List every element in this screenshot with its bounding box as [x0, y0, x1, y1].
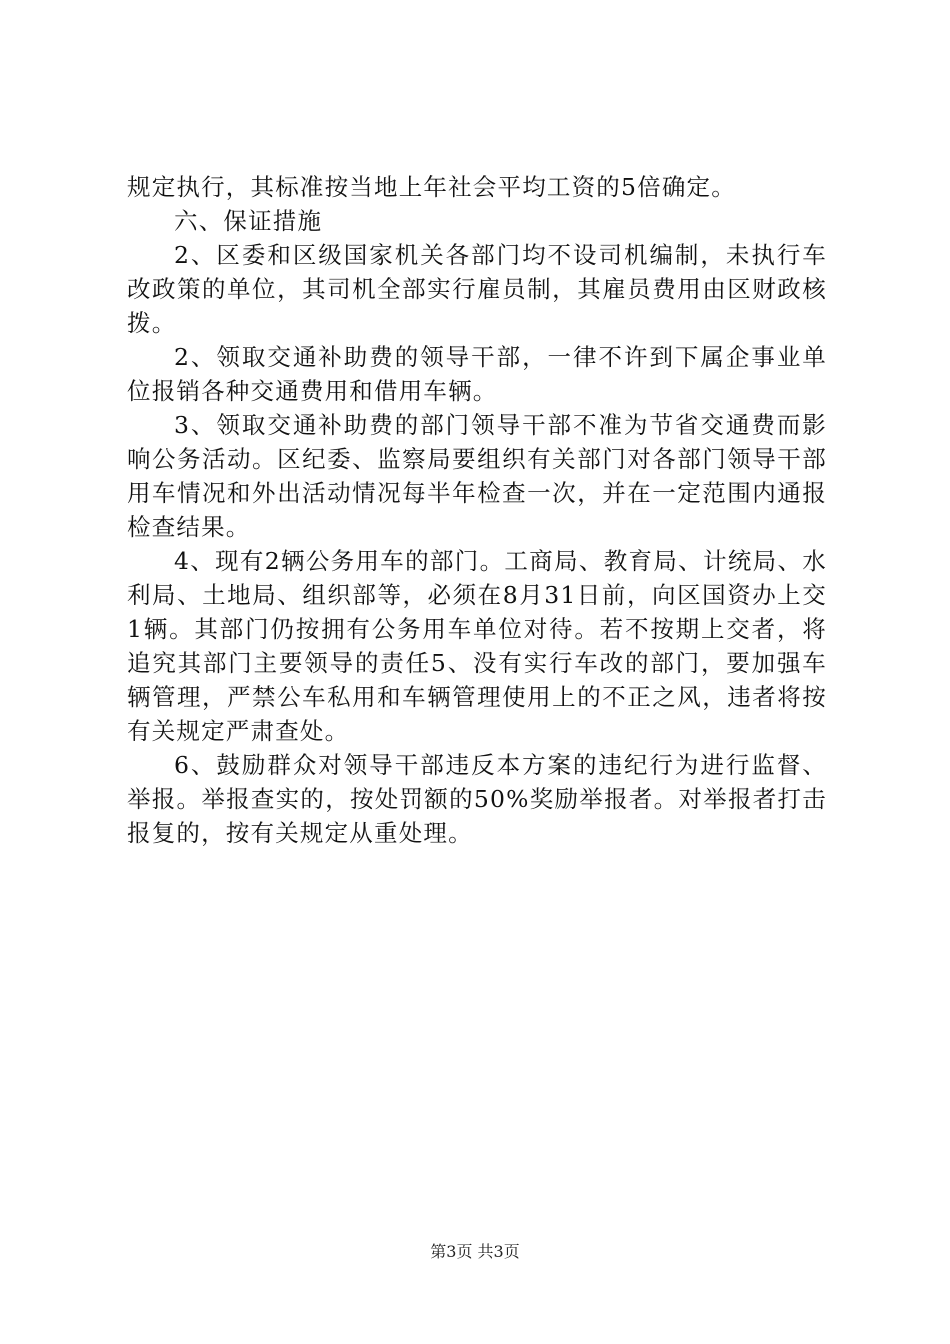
paragraph-item-3-inspection: 3、领取交通补助费的部门领导干部不准为节省交通费而影响公务活动。区纪委、监察局要组织有关部门对各部门领导干部用车情况和外出活动情况每半年检查一次，并在一定范围内通报检查结果。	[127, 411, 827, 541]
document-body	[127, 170, 827, 850]
paragraph-item-2-expense-rule: 2、领取交通补助费的领导干部，一律不许到下属企事业单位报销各种交通费用和借用车辆。	[127, 343, 827, 405]
paragraph-item-6-reporting: 6、鼓励群众对领导干部违反本方案的违纪行为进行监督、举报。举报查实的，按处罚额的50%奖励举报者。对举报者打击报复的，按有关规定从重处理。	[127, 751, 827, 847]
paragraph-continuation: 规定执行，其标准按当地上年社会平均工资的5倍确定。	[127, 173, 736, 201]
paragraph-item-2-driver-staffing: 2、区委和区级国家机关各部门均不设司机编制，未执行车改政策的单位，其司机全部实行雇员制，其雇员费用由区财政核拨。	[127, 241, 827, 337]
paragraph-item-4-vehicle-return: 4、现有2辆公务用车的部门。工商局、教育局、计统局、水利局、土地局、组织部等，必须在8月31日前，向区国资办上交1辆。其部门仍按拥有公务用车单位对待。若不按期上交者，将追究其部门主要领导的责任5、没有实行车改的部门，要加强车辆管理，严禁公车私用和车辆管理使用上的不正之风，违者将按有关规定严肃查处。	[127, 547, 827, 745]
section-heading: 六、保证措施	[174, 207, 323, 235]
page-footer: 第3页 共3页	[430, 1242, 520, 1261]
